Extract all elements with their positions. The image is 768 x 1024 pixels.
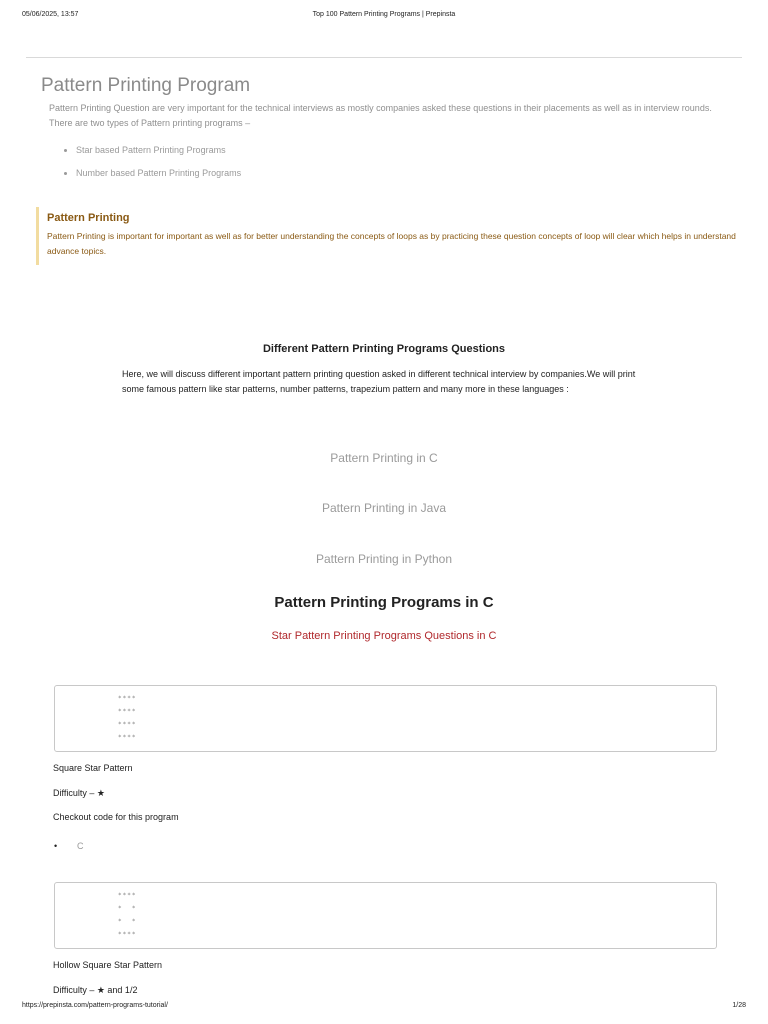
pattern-difficulty: Difficulty – ★ xyxy=(53,788,105,798)
pattern-preview-box xyxy=(54,685,717,752)
square-star-pattern-preview: **** **** **** **** xyxy=(118,695,137,741)
hollow-square-star-pattern-preview: **** * * * * **** xyxy=(118,892,137,938)
page-heading: Pattern Printing Program xyxy=(41,75,251,96)
checkout-text: Checkout code for this program xyxy=(53,812,179,822)
bullet-dot: • xyxy=(54,841,58,851)
pattern-name: Hollow Square Star Pattern xyxy=(53,960,163,970)
pattern-name: Square Star Pattern xyxy=(53,763,133,773)
c-section-heading: Pattern Printing Programs in C xyxy=(274,594,494,611)
list-item-number-patterns[interactable]: • Number based Pattern Printing Programs xyxy=(76,163,241,186)
pattern-types-list xyxy=(62,140,241,186)
pattern-preview-box xyxy=(54,882,717,949)
callout-title: Pattern Printing xyxy=(47,212,130,224)
divider xyxy=(26,57,742,58)
print-datetime: 05/06/2025, 13:57 xyxy=(22,11,79,18)
link-pattern-printing-python[interactable]: Pattern Printing in Python xyxy=(315,552,453,566)
callout-text: Pattern Printing is important for important as well as for better understanding the concepts of loops as by practicing these question concepts of loop will clear which helps in understand advance topics. xyxy=(47,231,736,256)
questions-paragraph: Here, we will discuss different important pattern printing question asked in different technical interview by companies.We will print some famous pattern like star patterns, number patterns, trapezium pattern and many more in these languages : xyxy=(122,369,636,394)
code-link-c[interactable]: C xyxy=(77,841,84,851)
pattern-difficulty: Difficulty – ★ and 1/2 xyxy=(53,985,138,995)
list-item-star-patterns[interactable]: • Star based Pattern Printing Programs xyxy=(76,140,241,163)
info-callout xyxy=(36,207,739,265)
link-pattern-printing-java[interactable]: Pattern Printing in Java xyxy=(321,501,447,515)
print-url: https://prepinsta.com/pattern-programs-tutorial/ xyxy=(22,1002,168,1009)
c-star-subheading: Star Pattern Printing Programs Questions in C xyxy=(271,630,497,642)
intro-paragraph: Pattern Printing Question are very important for the technical interviews as mostly companies asked these questions in their placements as well as in interview rounds. There are two types of Pattern printing programs – xyxy=(49,103,712,128)
page-number: 1/28 xyxy=(732,1002,746,1009)
link-pattern-printing-c[interactable]: Pattern Printing in C xyxy=(330,451,438,465)
print-page-title: Top 100 Pattern Printing Programs | Prepinsta xyxy=(312,11,456,18)
questions-heading: Different Pattern Printing Programs Questions xyxy=(262,343,506,355)
